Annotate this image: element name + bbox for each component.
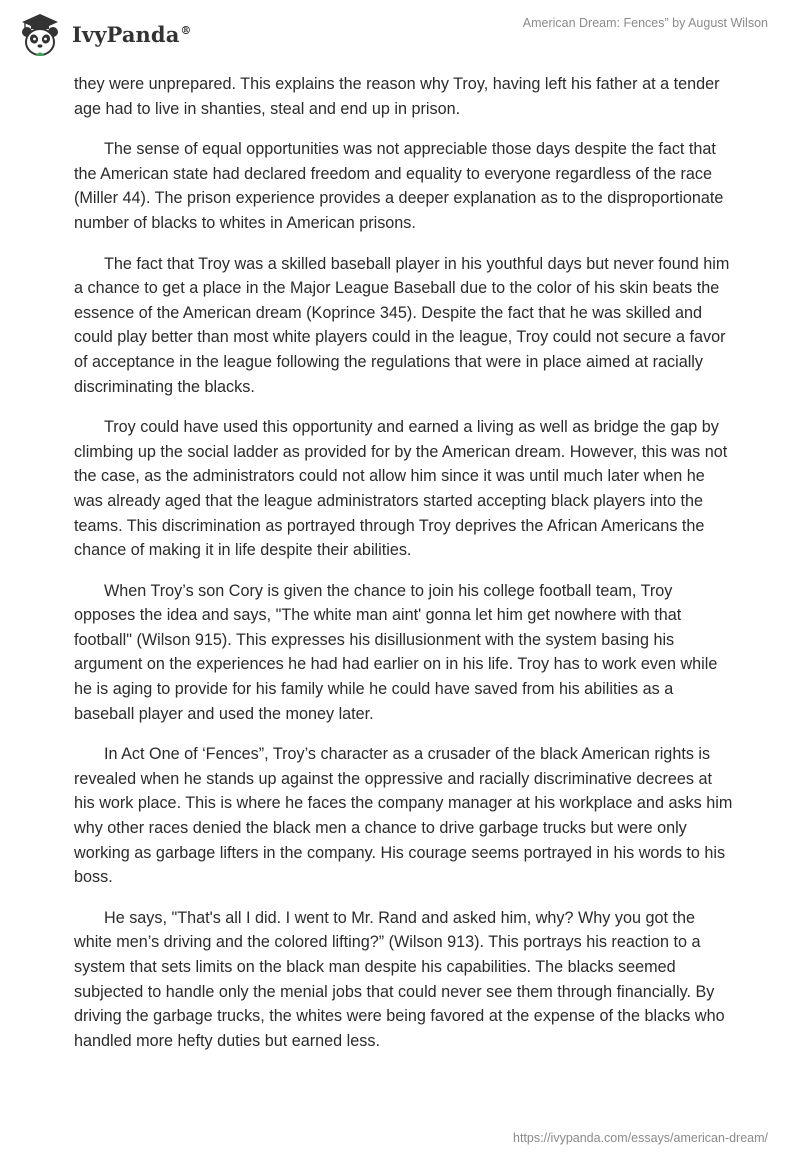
brand-name: IvyPanda® (72, 21, 192, 47)
paragraph: The fact that Troy was a skilled baseball player in his youthful days but never found him a chance to get a place in the Major League Baseball due to the color of his skin beats the essence of the American dream (Koprince 345). Despite the fact that he was skilled and could play better than most white players could in the league, Troy could not secure a favor of acceptance in the league following the regulations that were in place aimed at racially discriminating the blacks. (74, 254, 730, 396)
paragraph: The sense of equal opportunities was not appreciable those days despite the fact that the American state had declared freedom and equality to everyone regardless of the race (Miller 44). The prison experience provides a deeper explanation as to the disproportionate number of blacks to whites in American prisons. (74, 140, 724, 232)
source-url[interactable]: https://ivypanda.com/essays/american-dream/ (513, 1131, 768, 1145)
panda-graduate-icon (16, 10, 64, 58)
paragraph: they were unprepared. This explains the reason why Troy, having left his father at a tender age had to live in shanties, steal and end up in prison. (74, 75, 720, 118)
paragraph: He says, "That's all I did. I went to Mr. Rand and asked him, why? Why you got the white men’s driving and the colored lifting?” (Wilson 913). This portrays his reaction to a system that sets limits on the black man despite his capabilities. The blacks seemed subjected to handle only the menial jobs that could never see them through financially. By driving the garbage trucks, the whites were being favored at the expense of the blacks who handled more hefty duties but earned less. (74, 908, 725, 1050)
paragraph: Troy could have used this opportunity and earned a living as well as bridge the gap by climbing up the social ladder as provided for by the American dream. However, this was not the case, as the administrators could not allow him since it was until much later when he was already aged that the league administrators started accepting black players into the teams. This discrimination as portrayed through Troy deprives the African Americans the chance of making it in life despite their abilities. (74, 418, 728, 560)
essay-body (74, 72, 734, 1069)
paragraph: In Act One of ‘Fences”, Troy’s character as a crusader of the black American rights is revealed when he stands up against the oppressive and racially discriminative decrees at his work place. This is where he faces the company manager at his workplace and asks him why other races denied the black men a chance to drive garbage trucks but were only working as garbage lifters in the company. His courage seems portrayed in his words to his boss. (74, 745, 733, 887)
paragraph: When Troy’s son Cory is given the chance to join his college football team, Troy opposes the idea and says, "The white man aint' gonna let him get nowhere with that football" (Wilson 915). This expresses his disillusionment with the system basing his argument on the experiences he had had earlier on in his life. Troy has to work even while he is aging to provide for his family while he could have saved from his abilities as a baseball player and used the money later. (74, 581, 718, 723)
ivypanda-logo[interactable] (16, 10, 192, 58)
page-header (0, 0, 800, 70)
document-title: American Dream: Fences” by August Wilson (522, 16, 768, 30)
